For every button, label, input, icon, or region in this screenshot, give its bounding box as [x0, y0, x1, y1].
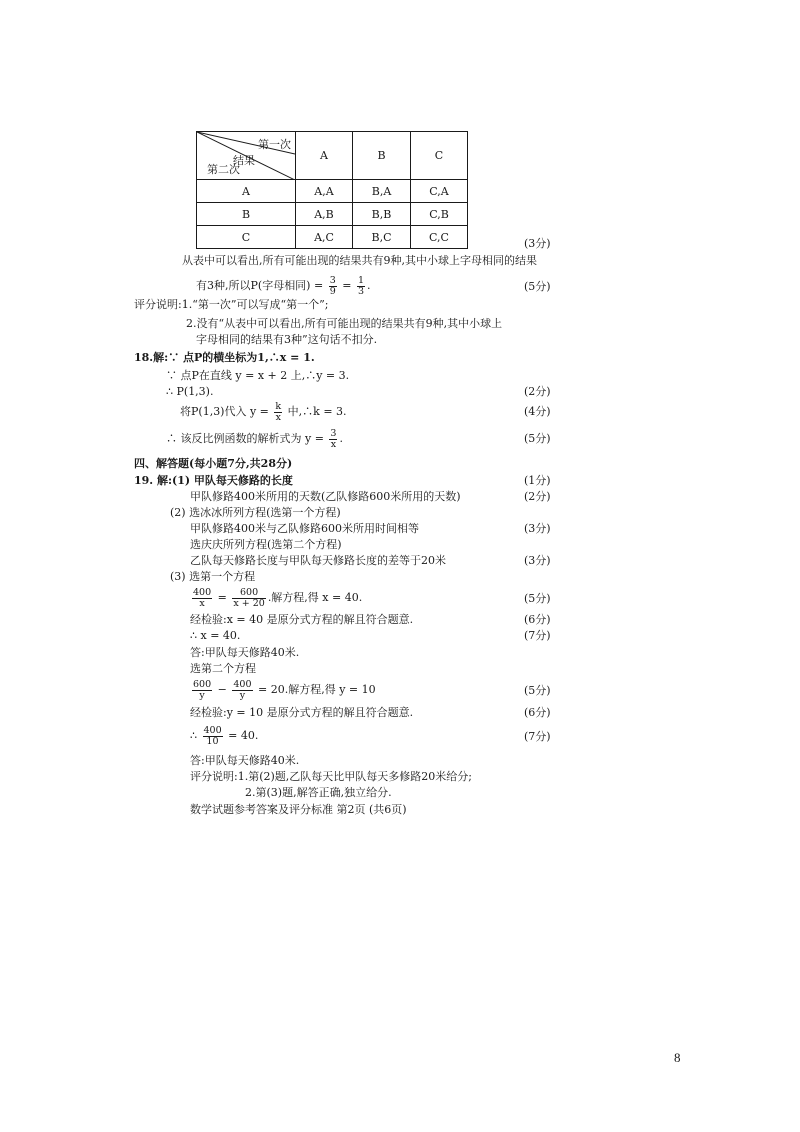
table-cell: B,B: [353, 203, 411, 226]
q17-line2-text: 有3种,所以P(字母相同) =: [196, 279, 324, 292]
table-cell: C,A: [411, 180, 468, 203]
q17-note2a: 2.没有“从表中可以看出,所有可能出现的结果共有9种,其中小球上: [186, 317, 503, 330]
q18-line5: ∴ 该反比例函数的解析式为 y = $\frac{3}{x}$ .: [166, 427, 343, 450]
q19-note1: 评分说明:1.第(2)题,乙队每天比甲队每天多修路20米给分;: [190, 770, 472, 783]
q17-note1: 评分说明:1.“第一次”可以写成“第一个”;: [134, 298, 329, 311]
table-row: [197, 226, 468, 249]
column-header-b: B: [353, 132, 411, 180]
q19-score-5a: (5分): [524, 592, 551, 605]
q19-result-1: ∴ x = 40.: [190, 629, 241, 642]
q19-equation-2: $\frac{600}{y}$ − $\frac{400}{y}$ = 20.解方程,得 y = 10: [193, 678, 376, 701]
q19-answer-1: 答:甲队每天修路40米.: [190, 646, 300, 659]
table-cell: A,C: [296, 226, 353, 249]
q17-line2: 有3种,所以P(字母相同) = $\frac{3}{9}$ = $\frac{1}{3}$ .: [196, 274, 371, 297]
header-first-draw: 第一次: [258, 138, 291, 151]
q19-score-7a: (7分): [524, 629, 551, 642]
section-title: 四、解答题(每小题7分,共28分): [134, 457, 293, 470]
q19-score-3b: (3分): [524, 554, 551, 567]
q19-line6: 乙队每天修路长度与甲队每天修路长度的差等于20米: [190, 554, 446, 567]
q19-score-3a: (3分): [524, 522, 551, 535]
q19-line4: 甲队修路400米与乙队修路600米所用时间相等: [190, 522, 419, 535]
q17-line1: 从表中可以看出,所有可能出现的结果共有9种,其中小球上字母相同的结果: [182, 254, 537, 267]
q19-line3: (2) 选冰冰所列方程(选第一个方程): [170, 506, 341, 519]
q19-score-2: (2分): [524, 490, 551, 503]
column-header-a: A: [296, 132, 353, 180]
q19-line7: (3) 选第一个方程: [170, 570, 256, 583]
fraction: $\frac{1}{3}$: [357, 274, 365, 297]
table-score: (3分): [524, 237, 551, 250]
q19-check-2: 经检验:y = 10 是原分式方程的解且符合题意.: [190, 706, 414, 719]
table-cell: B,A: [353, 180, 411, 203]
q19-equation-3: ∴ $\frac{400}{10}$ = 40.: [190, 724, 259, 747]
q19-line12: 选第二个方程: [190, 662, 256, 675]
row-label: A: [197, 180, 296, 203]
q18-line4: 将P(1,3)代入 y = $\frac{k}{x}$ 中,∴k = 3.: [180, 400, 347, 423]
q19-score-5b: (5分): [524, 684, 551, 697]
fraction: $\frac{k}{x}$: [275, 400, 282, 423]
fraction: $\frac{3}{x}$: [330, 427, 337, 450]
table-header-diagonal-cell: [197, 132, 296, 180]
q19-line2: 甲队修路400米所用的天数(乙队修路600米所用的天数): [190, 490, 461, 503]
table-cell: A,B: [296, 203, 353, 226]
q19-score-6a: (6分): [524, 613, 551, 626]
fraction: $\frac{400}{x}$: [193, 586, 212, 609]
table-cell: C,C: [411, 226, 468, 249]
table-row: [197, 180, 468, 203]
q18-line3: ∴ P(1,3).: [166, 385, 214, 398]
fraction: $\frac{400}{y}$: [233, 678, 252, 701]
q18-score-4: (4分): [524, 405, 551, 418]
q17-score: (5分): [524, 280, 551, 293]
results-table: [196, 131, 468, 249]
q18-score-5: (5分): [524, 432, 551, 445]
header-result: 结果: [233, 154, 255, 167]
fraction: $\frac{400}{10}$: [203, 724, 222, 747]
q19-line1: 19. 解:(1) 甲队每天修路的长度: [134, 474, 293, 487]
q18-score-2: (2分): [524, 385, 551, 398]
q17-note2b: 字母相同的结果有3种”这句话不扣分.: [196, 333, 378, 346]
q19-note2: 2.第(3)题,解答正确,独立给分.: [245, 786, 392, 799]
q19-line5: 选庆庆所列方程(选第二个方程): [190, 538, 342, 551]
q19-answer-2: 答:甲队每天修路40米.: [190, 754, 300, 767]
page-footer: 数学试题参考答案及评分标准 第2页 (共6页): [190, 803, 407, 816]
q18-line2: ∵ 点P在直线 y = x + 2 上,∴y = 3.: [166, 369, 350, 382]
header-second-draw: 第二次: [207, 163, 240, 176]
fraction: $\frac{600}{y}$: [193, 678, 212, 701]
q19-score-1: (1分): [524, 474, 551, 487]
q19-score-6b: (6分): [524, 706, 551, 719]
row-label: B: [197, 203, 296, 226]
q19-check-1: 经检验:x = 40 是原分式方程的解且符合题意.: [190, 613, 414, 626]
table-row: [197, 203, 468, 226]
page-number: 8: [674, 1050, 681, 1065]
q19-equation-1: $\frac{400}{x}$ = $\frac{600}{x + 20}$ .解方程,得 x = 40.: [193, 586, 363, 609]
table-cell: C,B: [411, 203, 468, 226]
fraction: $\frac{600}{x + 20}$: [233, 586, 265, 609]
q18-line1: 18.解:∵ 点P的横坐标为1,∴x = 1.: [134, 351, 315, 364]
q19-score-7b: (7分): [524, 730, 551, 743]
table-cell: A,A: [296, 180, 353, 203]
fraction: $\frac{3}{9}$: [329, 274, 336, 297]
table-cell: B,C: [353, 226, 411, 249]
row-label: C: [197, 226, 296, 249]
column-header-c: C: [411, 132, 468, 180]
